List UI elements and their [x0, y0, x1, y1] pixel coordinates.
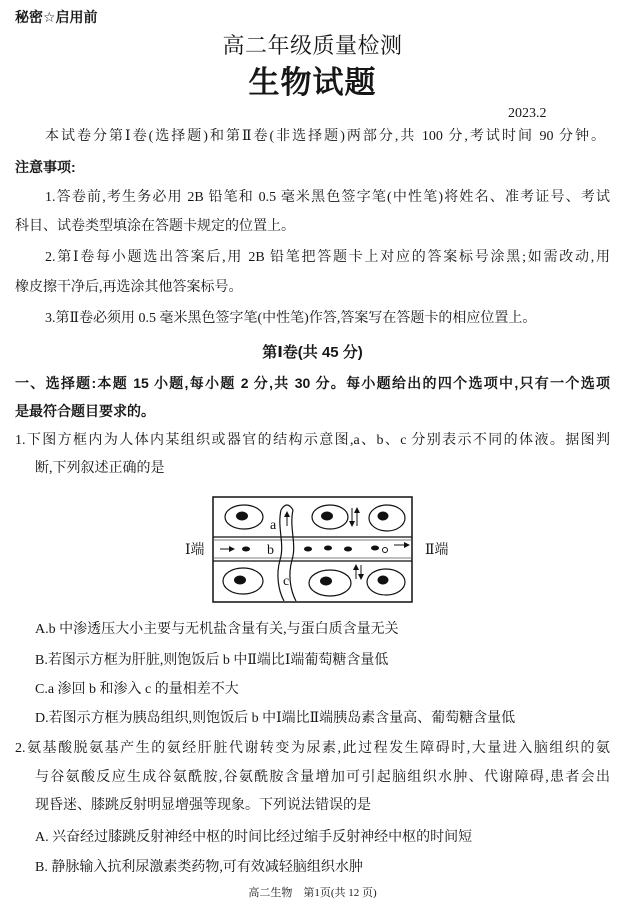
red-blood-cell	[344, 547, 352, 552]
tissue-cell	[369, 505, 405, 531]
cell-nucleus	[378, 512, 389, 521]
question-2-stem-line-1: 2.氨基酸脱氨基产生的氨经肝脏代谢转变为尿素,此过程发生障碍时,大量进入脑组织的氨	[15, 741, 610, 756]
tissue-cell	[312, 505, 348, 529]
exam-date: 2023.2	[508, 106, 547, 121]
cell-nucleus	[321, 512, 333, 521]
cell-nucleus	[234, 576, 246, 585]
red-blood-cell	[242, 547, 250, 552]
question-2-option-b: B. 静脉输入抗利尿激素类药物,可有效减轻脑组织水肿	[35, 860, 363, 875]
tissue-structure-figure	[180, 494, 460, 606]
notice-item-1-line-2: 科目、试卷类型填涂在答题卡规定的位置上。	[15, 219, 295, 234]
notice-item-2-line-2: 橡皮擦干净后,再选涂其他答案标号。	[15, 280, 243, 295]
confidential-mark: 秘密☆启用前	[15, 9, 98, 25]
subject-title: 生物试题	[248, 65, 377, 100]
section-instruction-line-2: 是最符合题目要求的。	[15, 403, 155, 419]
figure-label-c: c	[283, 574, 290, 589]
figure-end-right-label: Ⅱ端	[425, 543, 449, 558]
notice-item-1-line-1: 1.答卷前,考生务必用 2B 铅笔和 0.5 毫米黑色签字笔(中性笔)将姓名、准考证号、考试	[45, 190, 610, 205]
tissue-cell	[367, 569, 405, 595]
tissue-cell	[309, 570, 351, 596]
tissue-cell	[225, 505, 263, 529]
tissue-cell	[223, 568, 263, 594]
notice-heading: 注意事项:	[15, 159, 76, 175]
question-1-stem-line-2: 断,下列叙述正确的是	[35, 461, 165, 476]
red-blood-cell	[371, 546, 379, 551]
question-1-option-b: B.若图示方框为肝脏,则饱饭后 b 中Ⅱ端比Ⅰ端葡萄糖含量低	[35, 653, 389, 668]
notice-item-2-line-1: 2.第Ⅰ卷每小题选出答案后,用 2B 铅笔把答题卡上对应的答案标号涂黑;如需改动,用	[45, 250, 610, 265]
question-1-option-d: D.若图示方框为胰岛组织,则饱饭后 b 中Ⅰ端比Ⅱ端胰岛素含量高、葡萄糖含量低	[35, 711, 516, 726]
red-blood-cell	[304, 547, 312, 552]
notice-item-3: 3.第Ⅱ卷必须用 0.5 毫米黑色签字笔(中性笔)作答,答案写在答题卡的相应位置上。	[45, 311, 537, 326]
question-1-stem-line-1: 1.下图方框内为人体内某组织或器官的结构示意图,a、b、c 分别表示不同的体液。据图判	[15, 433, 610, 448]
question-1-option-c: C.a 渗回 b 和渗入 c 的量相差不大	[35, 682, 239, 697]
question-2-stem-line-2: 与谷氨酸反应生成谷氨酰胺,谷氨酰胺含量增加可引起脑组织水肿、代谢障碍,患者会出	[35, 770, 610, 785]
section-instruction-line-1: 一、选择题:本题 15 小题,每小题 2 分,共 30 分。每小题给出的四个选项中,只有一个选项	[15, 375, 610, 391]
question-2-stem-line-3: 现昏迷、膝跳反射明显增强等现象。下列说法错误的是	[35, 798, 371, 813]
red-blood-cell	[324, 546, 332, 551]
page-footer: 高二生物 第1页(共 12 页)	[248, 887, 377, 899]
intro-text: 本试卷分第Ⅰ卷(选择题)和第Ⅱ卷(非选择题)两部分,共 100 分,考试时间 90 分钟。	[45, 129, 605, 144]
figure-end-left-label: Ⅰ端	[185, 543, 205, 558]
cell-nucleus	[320, 577, 332, 586]
red-blood-cell	[383, 548, 388, 553]
figure-label-b: b	[267, 543, 274, 558]
cell-nucleus	[378, 576, 389, 585]
exam-title: 高二年级质量检测	[222, 33, 403, 58]
question-1-option-a: A.b 中渗透压大小主要与无机盐含量有关,与蛋白质含量无关	[35, 622, 399, 637]
figure-label-a: a	[270, 518, 277, 533]
question-2-option-a: A. 兴奋经过膝跳反射神经中枢的时间比经过缩手反射神经中枢的时间短	[35, 830, 473, 845]
cell-nucleus	[236, 512, 248, 521]
part-one-heading: 第Ⅰ卷(共 45 分)	[262, 344, 363, 361]
